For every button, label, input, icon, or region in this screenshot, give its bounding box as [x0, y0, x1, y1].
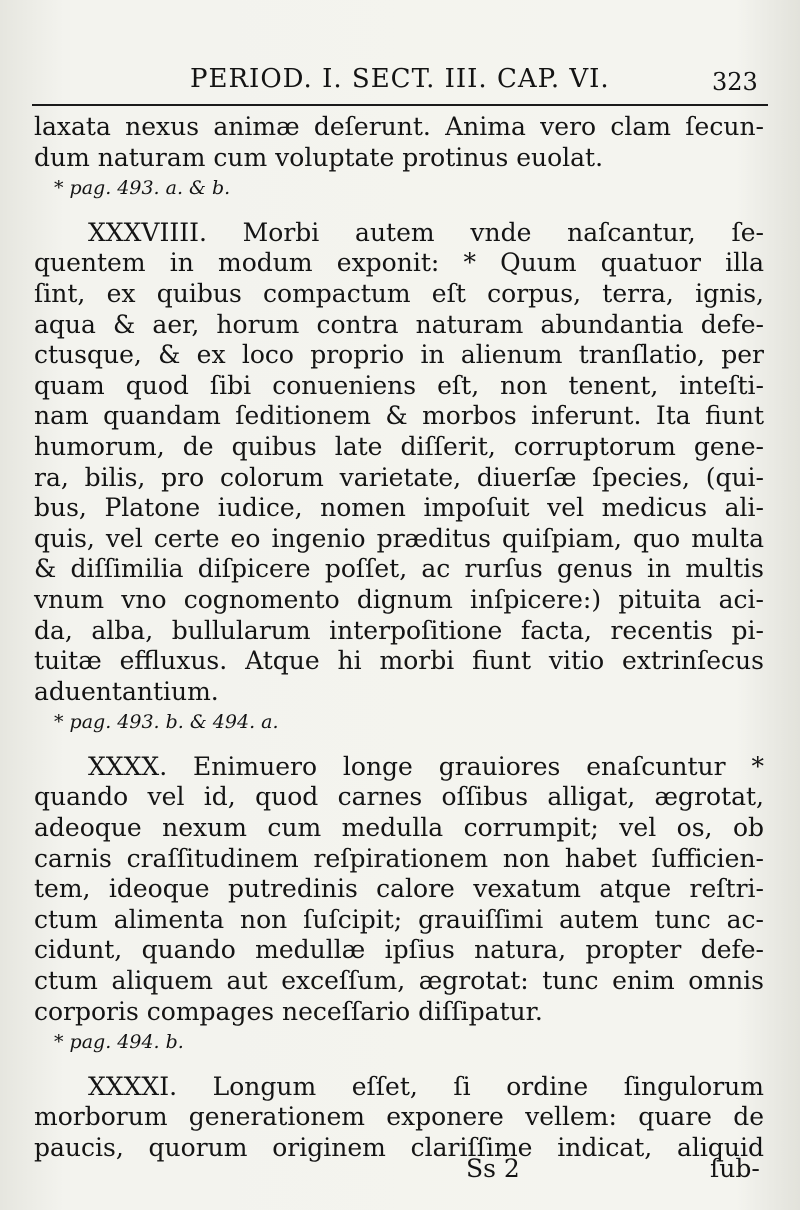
text-line: da, alba, bullularum interpoſitione facta, recentis pi- — [34, 615, 764, 645]
text-line: aqua & aer, horum contra naturam abundantia defe- — [34, 309, 764, 339]
text-line: quando vel id, quod carnes oſſibus alligat, ægrotat, — [34, 782, 764, 812]
paragraph-heading-line: XXXXI. Longum eſſet, ſi ordine ſingulorum — [88, 1071, 764, 1101]
page-header — [0, 58, 800, 98]
text-line: cidunt, quando medullæ ipſius natura, propter defe- — [34, 935, 764, 965]
text-line: ctum alimenta non ſuſcipit; grauiſſimi autem tunc ac- — [34, 904, 764, 934]
text-line: paucis, quorum originem clariſſime indicat, aliquid — [34, 1133, 764, 1162]
text-line: morborum generationem exponere vellem: quare de — [34, 1102, 764, 1132]
page-number: 323 — [712, 68, 758, 96]
footnote-reference: * pag. 494. b. — [54, 1031, 184, 1054]
text-line: ſint, ex quibus compactum eſt corpus, terra, ignis, — [34, 278, 764, 308]
running-head: PERIOD. I. SECT. III. CAP. VI. — [190, 64, 610, 94]
text-line: tem, ideoque putredinis calore vexatum atque reſtri- — [34, 874, 764, 904]
body-text — [34, 112, 764, 1164]
text-line: ctum aliquem aut exceſſum, ægrotat: tunc enim omnis — [34, 966, 764, 996]
paragraph-heading-line: XXXVIIII. Morbi autem vnde naſcantur, ſe- — [88, 217, 764, 247]
text-line: & diſſimilia diſpicere poſſet, ac rurſus genus in multis — [34, 554, 764, 584]
header-rule — [32, 104, 768, 106]
text-line: corporis compages neceſſario diſſipatur. — [34, 996, 543, 1026]
text-line: laxata nexus animæ deſerunt. Anima vero clam ſecun- — [34, 112, 764, 141]
text-line: quam quod ſibi conueniens eſt, non tenent, inteſti- — [34, 370, 764, 400]
footnote-reference: * pag. 493. a. & b. — [54, 177, 231, 200]
catchword: ſub- — [710, 1154, 760, 1183]
text-line: ra, bilis, pro colorum varietate, diuerſæ ſpecies, (qui- — [34, 462, 764, 492]
page-footer — [0, 1150, 800, 1190]
paragraph-heading-line: XXXX. Enimuero longe grauiores enaſcuntur * — [88, 751, 764, 781]
text-line: carnis craſſitudinem reſpirationem non habet ſufficien- — [34, 843, 764, 873]
text-line: adeoque nexum cum medulla corrumpit; vel os, ob — [34, 813, 764, 843]
text-line: tuitæ effluxus. Atque hi morbi fiunt vitio extrinſecus — [34, 646, 764, 676]
text-line: humorum, de quibus late diſſerit, corruptorum gene- — [34, 431, 764, 461]
text-line: quis, vel certe eo ingenio præditus quiſpiam, quo multa — [34, 523, 764, 553]
text-line: nam quandam ſeditionem & morbos inferunt. Ita fiunt — [34, 401, 764, 431]
text-line: ctusque, & ex loco proprio in alienum tranſlatio, per — [34, 340, 764, 370]
text-line: vnum vno cognomento dignum inſpicere:) pituita aci- — [34, 584, 764, 614]
text-line: quentem in modum exponit: * Quum quatuor illa — [34, 248, 764, 278]
signature-mark: Ss 2 — [466, 1154, 520, 1183]
text-line: aduentantium. — [34, 676, 219, 706]
text-line: dum naturam cum voluptate protinus euolat. — [34, 142, 604, 172]
footnote-reference: * pag. 493. b. & 494. a. — [54, 711, 279, 734]
text-line: bus, Platone iudice, nomen impoſuit vel medicus ali- — [34, 493, 764, 523]
